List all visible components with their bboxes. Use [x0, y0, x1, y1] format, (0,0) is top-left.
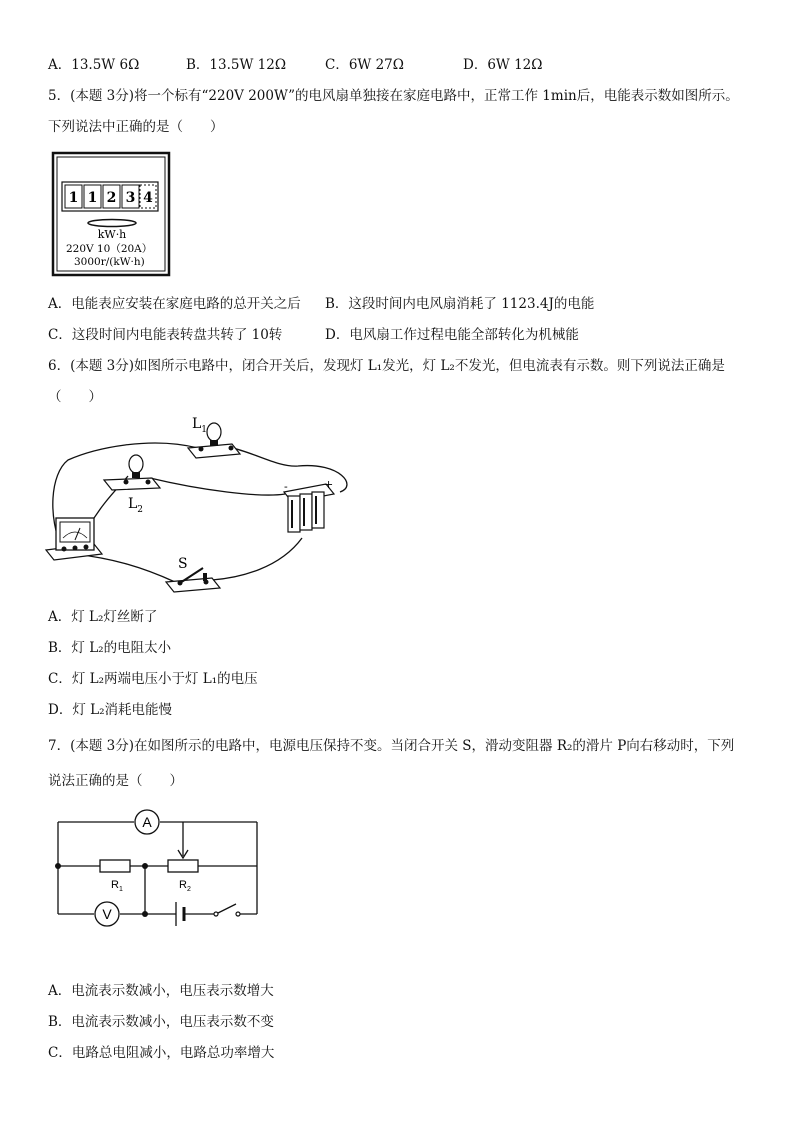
q4-option-d: D．6W 12Ω	[463, 57, 543, 73]
battery-icon	[284, 478, 334, 532]
q7-stem-line2: 说法正确的是（ ）	[48, 773, 183, 789]
lamp-l2-icon	[129, 455, 143, 473]
q7-option-c: C．电路总电阻减小，电路总功率增大	[48, 1045, 275, 1061]
circuit-figure-q7	[50, 808, 265, 933]
meter-rating: 220V 10（20A）	[66, 243, 153, 255]
battery-plus: +	[324, 478, 334, 491]
q6-option-d: D．灯 L₂消耗电能慢	[48, 702, 172, 718]
ammeter-label: A	[142, 814, 152, 830]
q7-option-b: B．电流表示数减小，电压表示数不变	[48, 1014, 274, 1030]
circuit-figure-q6	[40, 408, 360, 604]
resistor-r2	[168, 860, 198, 872]
q7-option-a: A．电流表示数减小，电压表示数增大	[48, 983, 274, 999]
meter-digit-1: 1	[68, 190, 79, 206]
q5-option-b: B．这段时间内电风扇消耗了 1123.4J的电能	[325, 296, 595, 312]
meter-digit-decimal: 4	[143, 190, 153, 206]
q6-option-b: B．灯 L₂的电阻太小	[48, 640, 172, 656]
q4-option-b: B．13.5W 12Ω	[186, 57, 287, 73]
q5-option-a: A．电能表应安装在家庭电路的总开关之后	[48, 296, 301, 312]
meter-digit-4: 3	[125, 190, 136, 206]
meter-constant: 3000r/(kW·h)	[74, 256, 145, 268]
q5-option-d: D．电风扇工作过程电能全部转化为机械能	[325, 327, 579, 343]
q6-option-a: A．灯 L₂灯丝断了	[48, 609, 158, 625]
q5-option-c: C．这段时间内电能表转盘共转了 10转	[48, 327, 283, 343]
electric-meter-figure	[52, 152, 170, 276]
battery-minus: -	[284, 480, 288, 493]
meter-disc	[88, 220, 136, 227]
resistor-r1	[100, 860, 130, 872]
q4-option-c: C．6W 27Ω	[325, 57, 404, 73]
label-r1: $R_1$	[111, 879, 123, 893]
lamp-l1-icon	[207, 423, 221, 441]
switch-blade	[218, 904, 236, 913]
q6-stem-line1: 6．(本题 3分)如图所示电路中，闭合开关后，发现灯 L₁发光，灯 L₂不发光，但电流表有示数。则下列说法正确是	[48, 358, 725, 374]
q5-stem-line2: 下列说法中正确的是（ ）	[48, 119, 224, 135]
switch-icon	[166, 556, 220, 592]
meter-digit-2: 1	[87, 190, 98, 206]
q6-stem-line2: （ ）	[48, 389, 102, 405]
meter-digit-3: 2	[106, 190, 117, 206]
meter-unit: kW·h	[97, 228, 127, 241]
voltmeter-label: V	[102, 906, 112, 922]
q4-option-a: A．13.5W 6Ω	[48, 57, 140, 73]
label-switch: S	[178, 556, 188, 572]
label-r2: $R_2$	[179, 879, 191, 893]
q5-stem-line1: 5．(本题 3分)将一个标有“220V 200W”的电风扇单独接在家庭电路中，正常工作 1min后，电能表示数如图所示。	[48, 88, 739, 104]
q6-option-c: C．灯 L₂两端电压小于灯 L₁的电压	[48, 671, 258, 687]
label-l2: $L_2$	[128, 496, 144, 515]
label-l1: $L_1$	[192, 416, 208, 435]
q7-stem-line1: 7．(本题 3分)在如图所示的电路中，电源电压保持不变。当闭合开关 S，滑动变阻器 R₂的滑片 P向右移动时，下列	[48, 738, 735, 754]
